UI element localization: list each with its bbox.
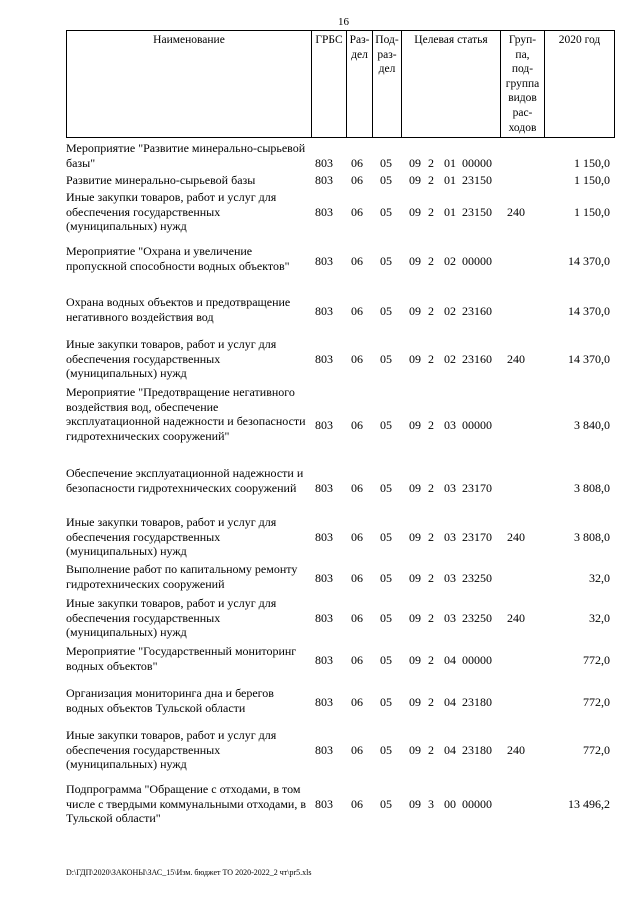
row-podrazdel: 05	[380, 653, 392, 667]
row-razdel: 06	[351, 304, 363, 318]
row-ts4: 23160	[462, 352, 492, 366]
row-ts4: 00000	[462, 418, 492, 432]
row-razdel: 06	[351, 530, 363, 544]
row-ts3: 02	[444, 352, 456, 366]
row-razdel: 06	[351, 173, 363, 187]
row-ts3: 01	[444, 205, 456, 219]
row-grbs: 803	[315, 653, 333, 667]
row-ts4: 00000	[462, 797, 492, 811]
header-target: Целевая статья	[402, 30, 501, 138]
row-grbs: 803	[315, 530, 333, 544]
row-grbs: 803	[315, 205, 333, 219]
row-ts2: 2	[428, 481, 434, 495]
row-ts1: 09	[409, 254, 421, 268]
row-sum: 13 496,2	[568, 797, 610, 811]
footer-path: D:\ГДП\2020\ЗАКОНЫ\ЗАС_15\Изм. бюджет ТО 2020-2022_2 чт\pr5.xls	[66, 868, 312, 877]
row-ts3: 02	[444, 304, 456, 318]
row-ts2: 2	[428, 571, 434, 585]
row-razdel: 06	[351, 352, 363, 366]
row-ts1: 09	[409, 695, 421, 709]
row-ts2: 2	[428, 695, 434, 709]
header-group: Груп- па, под- группа видов рас- ходов	[501, 30, 545, 138]
row-razdel: 06	[351, 653, 363, 667]
row-ts3: 03	[444, 530, 456, 544]
row-podrazdel: 05	[380, 352, 392, 366]
row-grbs: 803	[315, 611, 333, 625]
row-podrazdel: 05	[380, 611, 392, 625]
row-name: Мероприятие "Предотвращение негативного воздействия вод, обеспечение эксплуатационной надежности и безопасности гидротехнических сооружений"	[66, 385, 306, 443]
header-grbs: ГРБС	[312, 30, 347, 138]
header-podrazdel: Под- раз- дел	[373, 30, 402, 138]
row-name: Иные закупки товаров, работ и услуг для обеспечения государственных (муниципальных) нужд	[66, 190, 277, 234]
row-ts4: 23170	[462, 481, 492, 495]
row-razdel: 06	[351, 205, 363, 219]
row-ts1: 09	[409, 797, 421, 811]
row-name: Иные закупки товаров, работ и услуг для обеспечения государственных (муниципальных) нужд	[66, 596, 277, 640]
row-ts1: 09	[409, 530, 421, 544]
row-razdel: 06	[351, 156, 363, 170]
row-sum: 3 808,0	[574, 530, 610, 544]
row-grbs: 803	[315, 418, 333, 432]
row-sum: 1 150,0	[574, 205, 610, 219]
row-ts4: 00000	[462, 254, 492, 268]
row-podrazdel: 05	[380, 695, 392, 709]
row-name: Мероприятие "Охрана и увеличение пропускной способности водных объектов"	[66, 244, 290, 273]
row-ts4: 23160	[462, 304, 492, 318]
row-grbs: 803	[315, 695, 333, 709]
row-ts2: 2	[428, 418, 434, 432]
row-group: 240	[507, 611, 525, 625]
row-ts2: 2	[428, 205, 434, 219]
row-ts1: 09	[409, 571, 421, 585]
row-ts2: 2	[428, 352, 434, 366]
row-ts3: 03	[444, 611, 456, 625]
row-grbs: 803	[315, 797, 333, 811]
row-ts4: 23180	[462, 743, 492, 757]
table-header	[66, 30, 615, 138]
header-name: Наименование	[66, 30, 312, 138]
row-ts3: 04	[444, 743, 456, 757]
row-podrazdel: 05	[380, 304, 392, 318]
row-sum: 14 370,0	[568, 304, 610, 318]
row-name: Мероприятие "Развитие минерально-сырьевой базы"	[66, 141, 306, 170]
row-ts2: 3	[428, 797, 434, 811]
row-ts2: 2	[428, 156, 434, 170]
row-grbs: 803	[315, 352, 333, 366]
row-sum: 14 370,0	[568, 352, 610, 366]
row-podrazdel: 05	[380, 173, 392, 187]
row-ts2: 2	[428, 611, 434, 625]
row-ts4: 23250	[462, 571, 492, 585]
row-ts4: 23250	[462, 611, 492, 625]
row-ts1: 09	[409, 418, 421, 432]
row-group: 240	[507, 743, 525, 757]
row-razdel: 06	[351, 695, 363, 709]
row-sum: 3 840,0	[574, 418, 610, 432]
row-ts4: 23170	[462, 530, 492, 544]
row-sum: 32,0	[589, 571, 610, 585]
row-sum: 14 370,0	[568, 254, 610, 268]
row-podrazdel: 05	[380, 743, 392, 757]
row-name: Иные закупки товаров, работ и услуг для обеспечения государственных (муниципальных) нужд	[66, 728, 277, 772]
row-ts3: 04	[444, 695, 456, 709]
row-grbs: 803	[315, 254, 333, 268]
row-ts4: 23150	[462, 173, 492, 187]
row-ts3: 04	[444, 653, 456, 667]
row-sum: 1 150,0	[574, 173, 610, 187]
row-ts1: 09	[409, 156, 421, 170]
row-ts3: 03	[444, 481, 456, 495]
header-razdel: Раз- дел	[347, 30, 373, 138]
row-razdel: 06	[351, 481, 363, 495]
row-ts4: 23150	[462, 205, 492, 219]
page-number: 16	[338, 16, 349, 28]
row-name: Обеспечение эксплуатационной надежности и безопасности гидротехнических сооружений	[66, 466, 304, 495]
row-ts1: 09	[409, 205, 421, 219]
row-name: Подпрограмма "Обращение с отходами, в том числе с твердыми коммунальными отходами, в Тульской области"	[66, 782, 307, 826]
row-sum: 3 808,0	[574, 481, 610, 495]
row-group: 240	[507, 205, 525, 219]
row-podrazdel: 05	[380, 481, 392, 495]
row-ts3: 03	[444, 571, 456, 585]
row-name: Иные закупки товаров, работ и услуг для обеспечения государственных (муниципальных) нужд	[66, 515, 277, 559]
row-razdel: 06	[351, 418, 363, 432]
row-grbs: 803	[315, 743, 333, 757]
row-ts3: 02	[444, 254, 456, 268]
row-sum: 1 150,0	[574, 156, 610, 170]
row-ts1: 09	[409, 304, 421, 318]
row-podrazdel: 05	[380, 571, 392, 585]
row-ts1: 09	[409, 743, 421, 757]
row-podrazdel: 05	[380, 530, 392, 544]
row-sum: 772,0	[583, 743, 610, 757]
row-name: Выполнение работ по капитальному ремонту гидротехнических сооружений	[66, 562, 298, 591]
row-grbs: 803	[315, 481, 333, 495]
row-name: Охрана водных объектов и предотвращение негативного воздействия вод	[66, 295, 291, 324]
row-ts1: 09	[409, 173, 421, 187]
row-ts1: 09	[409, 653, 421, 667]
row-grbs: 803	[315, 571, 333, 585]
row-razdel: 06	[351, 611, 363, 625]
row-ts4: 00000	[462, 653, 492, 667]
row-podrazdel: 05	[380, 254, 392, 268]
row-razdel: 06	[351, 254, 363, 268]
row-grbs: 803	[315, 304, 333, 318]
row-sum: 32,0	[589, 611, 610, 625]
row-podrazdel: 05	[380, 156, 392, 170]
row-ts2: 2	[428, 254, 434, 268]
row-ts4: 23180	[462, 695, 492, 709]
row-name: Организация мониторинга дна и берегов водных объектов Тульской области	[66, 686, 274, 715]
row-name: Иные закупки товаров, работ и услуг для обеспечения государственных (муниципальных) нужд	[66, 337, 277, 381]
header-year: 2020 год	[545, 30, 615, 138]
row-ts2: 2	[428, 173, 434, 187]
row-ts1: 09	[409, 611, 421, 625]
row-ts2: 2	[428, 530, 434, 544]
row-grbs: 803	[315, 156, 333, 170]
row-ts2: 2	[428, 304, 434, 318]
row-ts3: 03	[444, 418, 456, 432]
row-ts1: 09	[409, 352, 421, 366]
row-name: Развитие минерально-сырьевой базы	[66, 173, 256, 187]
row-group: 240	[507, 352, 525, 366]
row-sum: 772,0	[583, 653, 610, 667]
row-ts3: 01	[444, 173, 456, 187]
row-ts1: 09	[409, 481, 421, 495]
row-podrazdel: 05	[380, 418, 392, 432]
row-ts2: 2	[428, 653, 434, 667]
row-name: Мероприятие "Государственный мониторинг водных объектов"	[66, 644, 297, 673]
row-ts3: 00	[444, 797, 456, 811]
row-grbs: 803	[315, 173, 333, 187]
row-podrazdel: 05	[380, 205, 392, 219]
row-razdel: 06	[351, 571, 363, 585]
row-ts3: 01	[444, 156, 456, 170]
row-podrazdel: 05	[380, 797, 392, 811]
row-ts2: 2	[428, 743, 434, 757]
row-group: 240	[507, 530, 525, 544]
row-sum: 772,0	[583, 695, 610, 709]
row-ts4: 00000	[462, 156, 492, 170]
row-razdel: 06	[351, 743, 363, 757]
row-razdel: 06	[351, 797, 363, 811]
